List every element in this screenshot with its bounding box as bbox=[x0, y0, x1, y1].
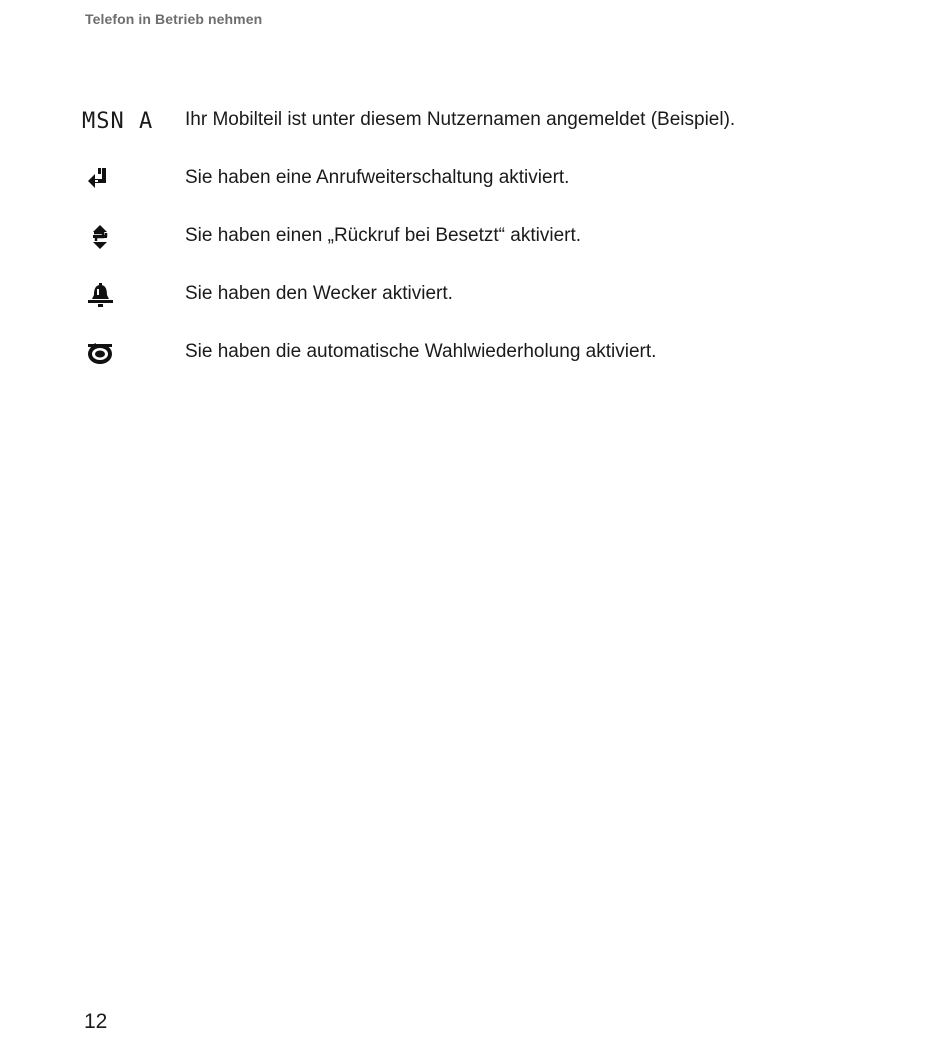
legend-description: Sie haben einen „Rückruf bei Besetzt“ aktiviert. bbox=[185, 225, 582, 246]
legend-description: Ihr Mobilteil ist unter diesem Nutzernamen angemeldet (Beispiel). bbox=[185, 109, 736, 130]
legend-row-msn bbox=[82, 106, 902, 164]
legend-row-auto-redial bbox=[82, 338, 902, 396]
running-header: Telefon in Betrieb nehmen bbox=[85, 11, 263, 27]
legend-description: Sie haben eine Anrufweiterschaltung aktiviert. bbox=[185, 167, 570, 188]
legend-description: Sie haben die automatische Wahlwiederholung aktiviert. bbox=[185, 341, 657, 362]
page-number: 12 bbox=[84, 1010, 108, 1033]
legend-row-callback-busy bbox=[82, 222, 902, 280]
legend-row-call-forwarding bbox=[82, 164, 902, 222]
legend-row-alarm bbox=[82, 280, 902, 338]
symbol-cell bbox=[82, 222, 172, 252]
symbol-cell bbox=[82, 164, 172, 194]
call-forwarding-icon bbox=[87, 166, 113, 192]
msn-display-text: MSN A bbox=[82, 108, 154, 134]
symbol-cell bbox=[82, 106, 172, 136]
symbol-cell bbox=[82, 280, 172, 310]
symbol-legend bbox=[82, 106, 902, 396]
symbol-cell bbox=[82, 338, 172, 368]
legend-description: Sie haben den Wecker aktiviert. bbox=[185, 283, 453, 304]
auto-redial-icon bbox=[87, 340, 113, 366]
alarm-bell-icon bbox=[87, 282, 113, 308]
callback-busy-icon bbox=[87, 224, 113, 250]
